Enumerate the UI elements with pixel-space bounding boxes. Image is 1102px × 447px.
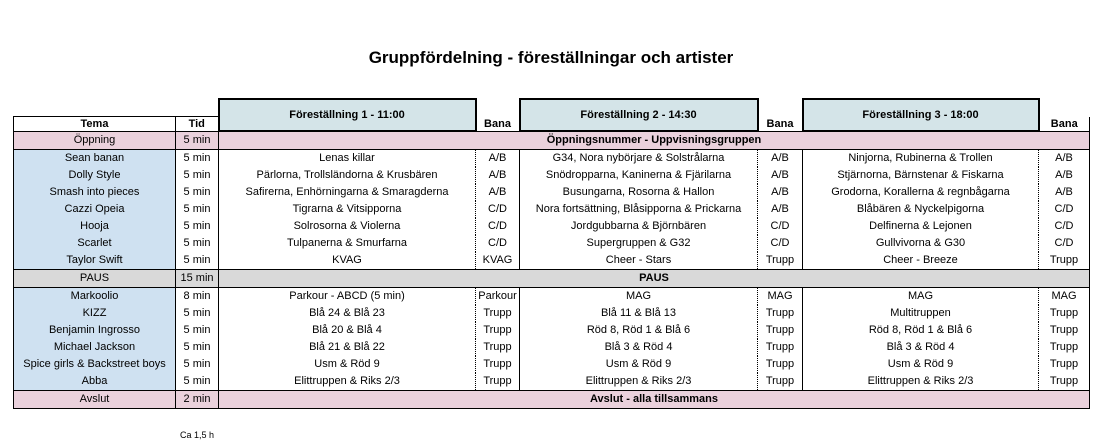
tid-cell: 5 min — [176, 235, 219, 252]
show-2-bana: Trupp — [758, 339, 803, 356]
act-row — [14, 184, 1090, 201]
show-1-header: Föreställning 1 - 11:00 — [219, 99, 476, 131]
show-3-header: Föreställning 3 - 18:00 — [803, 99, 1039, 131]
shared-act-cell: Avslut - alla tillsammans — [219, 391, 1090, 409]
tema-cell: Cazzi Opeia — [14, 201, 176, 218]
show-1-bana: C/D — [476, 201, 520, 218]
tema-cell: Sean banan — [14, 150, 176, 168]
tema-cell: Smash into pieces — [14, 184, 176, 201]
act-row — [14, 305, 1090, 322]
bana-2-header: Bana — [758, 117, 803, 131]
tid-cell: 5 min — [176, 131, 219, 150]
tid-cell: 8 min — [176, 288, 219, 306]
show-2-bana: A/B — [758, 184, 803, 201]
show-3-groups: Stjärnorna, Bärnstenar & Fiskarna — [837, 169, 1004, 181]
tema-cell: Dolly Style — [14, 167, 176, 184]
tid-cell: 5 min — [176, 339, 219, 356]
show-1-groups: Blå 24 & Blå 23 — [309, 307, 385, 319]
page-title: Gruppfördelning - föreställningar och artister — [368, 48, 734, 67]
header-spacer — [14, 99, 176, 117]
show-1-groups: Solrosorna & Violerna — [293, 220, 401, 232]
show-1-bana: Parkour — [476, 288, 520, 306]
show-2-bana: Trupp — [758, 305, 803, 322]
act-row — [14, 167, 1090, 184]
tema-cell: Spice girls & Backstreet boys — [14, 356, 176, 373]
show-3-bana: A/B — [1039, 184, 1090, 201]
show-3-groups: Blåbären & Nyckelpigorna — [856, 203, 985, 215]
show-2-bana: Trupp — [758, 356, 803, 373]
bana-3-header: Bana — [1039, 117, 1090, 131]
show-1-bana: C/D — [476, 235, 520, 252]
show-3-bana: C/D — [1039, 218, 1090, 235]
show-2-bana: A/B — [758, 150, 803, 168]
show-2-bana: Trupp — [758, 373, 803, 391]
act-row — [14, 322, 1090, 339]
show-2-bana: Trupp — [758, 322, 803, 339]
tema-cell: KIZZ — [14, 305, 176, 322]
tema-cell: Öppning — [14, 131, 176, 150]
show-1-groups: Parkour - ABCD (5 min) — [219, 288, 476, 306]
show-3-groups: Blå 3 & Röd 4 — [886, 341, 955, 353]
show-1-groups: Pärlorna, Trollsländorna & Krusbären — [256, 169, 438, 181]
tema-cell: Abba — [14, 373, 176, 391]
show-3-groups: Ninjorna, Rubinerna & Trollen — [803, 150, 1039, 168]
schedule-table — [13, 98, 1090, 409]
show-1-bana: KVAG — [476, 252, 520, 270]
tid-cell: 5 min — [176, 322, 219, 339]
show-1-groups: Usm & Röd 9 — [314, 358, 380, 370]
show-1-bana: A/B — [476, 184, 520, 201]
tid-cell: 5 min — [176, 356, 219, 373]
show-3-bana: Trupp — [1039, 356, 1090, 373]
show-1-groups: Tigrarna & Vitsipporna — [292, 203, 402, 215]
special-row — [14, 131, 1090, 150]
tema-cell: Avslut — [14, 391, 176, 409]
show-1-groups: Safirerna, Enhörningarna & Smaragderna — [245, 186, 449, 198]
tid-cell: 15 min — [176, 270, 219, 288]
tid-cell: 5 min — [176, 201, 219, 218]
tema-cell: Benjamin Ingrosso — [14, 322, 176, 339]
show-2-bana: MAG — [758, 288, 803, 306]
show-2-groups: Supergruppen & G32 — [586, 237, 691, 249]
act-row — [14, 252, 1090, 270]
act-row — [14, 218, 1090, 235]
act-row — [14, 356, 1090, 373]
show-2-groups: Nora fortsättning, Blåsipporna & Prickarna — [535, 203, 742, 215]
shared-act-cell: PAUS — [219, 270, 1090, 288]
show-1-bana: C/D — [476, 218, 520, 235]
show-2-bana: A/B — [758, 201, 803, 218]
total-duration-note: Ca 1,5 h — [180, 430, 215, 440]
show-2-bana: C/D — [758, 235, 803, 252]
tid-cell: 5 min — [176, 167, 219, 184]
show-2-groups: G34, Nora nybörjare & Solstrålarna — [520, 150, 758, 168]
show-2-groups: Elittruppen & Riks 2/3 — [585, 375, 692, 387]
show-1-groups: KVAG — [332, 254, 362, 266]
show-1-bana: A/B — [476, 150, 520, 168]
show-2-groups: Jordgubbarna & Björnbären — [570, 220, 707, 232]
show-2-groups: Snödropparna, Kaninerna & Fjärilarna — [545, 169, 732, 181]
show-1-groups: Blå 20 & Blå 4 — [312, 324, 382, 336]
show-3-bana: Trupp — [1039, 252, 1090, 270]
show-1-bana: Trupp — [476, 356, 520, 373]
bana-1-header: Bana — [476, 117, 520, 131]
show-3-groups: MAG — [803, 288, 1039, 306]
show-3-groups: Cheer - Breeze — [883, 254, 958, 266]
tema-cell: Taylor Swift — [14, 252, 176, 270]
show-1-groups: Lenas killar — [219, 150, 476, 168]
show-3-bana: Trupp — [1039, 339, 1090, 356]
show-3-groups: Multitruppen — [890, 307, 951, 319]
show-3-bana: A/B — [1039, 167, 1090, 184]
show-1-bana: Trupp — [476, 322, 520, 339]
show-2-groups: Cheer - Stars — [605, 254, 672, 266]
show-header-row — [14, 99, 1090, 117]
show-1-groups: Tulpanerna & Smurfarna — [286, 237, 408, 249]
show-2-header: Föreställning 2 - 14:30 — [520, 99, 758, 131]
show-2-groups: Blå 11 & Blå 13 — [600, 307, 676, 319]
tid-cell: 5 min — [176, 184, 219, 201]
show-2-bana: C/D — [758, 218, 803, 235]
show-3-bana: C/D — [1039, 201, 1090, 218]
show-3-groups: Grodorna, Korallerna & regnbågarna — [831, 186, 1010, 198]
header-spacer — [1039, 99, 1090, 117]
show-3-bana: Trupp — [1039, 322, 1090, 339]
act-row — [14, 373, 1090, 391]
show-3-groups: Delfinerna & Lejonen — [869, 220, 972, 232]
header-spacer — [476, 99, 520, 117]
show-2-groups: Blå 3 & Röd 4 — [604, 341, 673, 353]
show-3-bana: Trupp — [1039, 373, 1090, 391]
show-2-bana: A/B — [758, 167, 803, 184]
show-3-bana: Trupp — [1039, 305, 1090, 322]
show-2-groups: Usm & Röd 9 — [605, 358, 672, 370]
show-3-groups: Elittruppen & Riks 2/3 — [867, 375, 974, 387]
show-1-bana: Trupp — [476, 373, 520, 391]
tid-cell: 5 min — [176, 305, 219, 322]
header-spacer — [758, 99, 803, 117]
tema-cell: Markoolio — [14, 288, 176, 306]
tid-cell: 5 min — [176, 150, 219, 168]
tid-cell: 5 min — [176, 252, 219, 270]
show-2-groups: Busungarna, Rosorna & Hallon — [562, 186, 715, 198]
show-2-bana: Trupp — [758, 252, 803, 270]
tema-header: Tema — [14, 117, 176, 131]
show-2-groups: Röd 8, Röd 1 & Blå 6 — [586, 324, 691, 336]
act-row — [14, 339, 1090, 356]
show-3-groups: Röd 8, Röd 1 & Blå 6 — [868, 324, 973, 336]
act-row — [14, 150, 1090, 168]
show-1-bana: Trupp — [476, 339, 520, 356]
tid-header: Tid — [176, 117, 219, 131]
show-1-bana: Trupp — [476, 305, 520, 322]
show-3-bana: C/D — [1039, 235, 1090, 252]
tid-cell: 2 min — [176, 391, 219, 409]
act-row — [14, 288, 1090, 306]
tid-cell: 5 min — [176, 218, 219, 235]
show-3-bana: MAG — [1039, 288, 1090, 306]
special-row — [14, 391, 1090, 409]
tema-cell: Hooja — [14, 218, 176, 235]
act-row — [14, 235, 1090, 252]
break-row — [14, 270, 1090, 288]
show-3-bana: A/B — [1039, 150, 1090, 168]
show-1-groups: Blå 21 & Blå 22 — [309, 341, 385, 353]
tema-cell: Scarlet — [14, 235, 176, 252]
show-1-groups: Elittruppen & Riks 2/3 — [294, 375, 400, 387]
show-2-groups: MAG — [520, 288, 758, 306]
shared-act-cell: Öppningsnummer - Uppvisningsgruppen — [219, 131, 1090, 150]
show-3-groups: Usm & Röd 9 — [887, 358, 954, 370]
show-3-groups: Gullvivorna & G30 — [875, 237, 966, 249]
header-spacer — [176, 99, 219, 117]
tema-cell: PAUS — [14, 270, 176, 288]
act-row — [14, 201, 1090, 218]
tema-cell: Michael Jackson — [14, 339, 176, 356]
show-1-bana: A/B — [476, 167, 520, 184]
tid-cell: 5 min — [176, 373, 219, 391]
